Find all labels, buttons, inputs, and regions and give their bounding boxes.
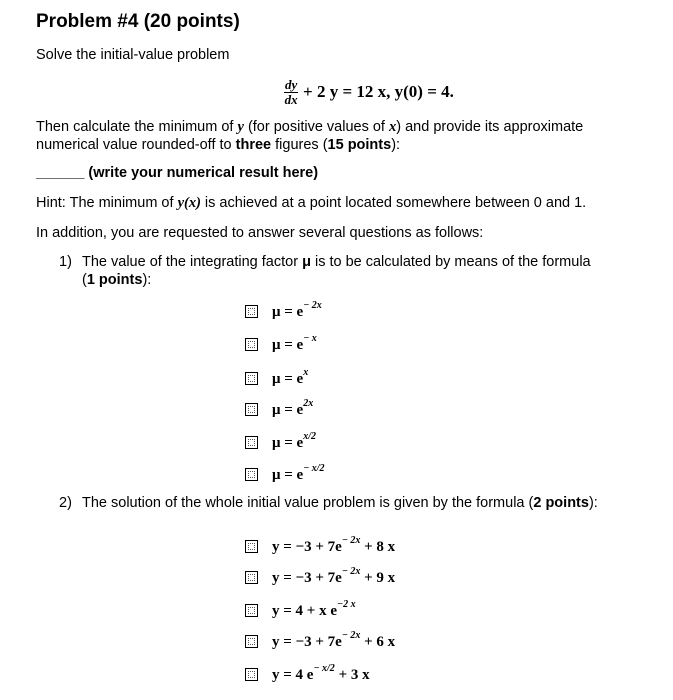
option-formula: $\mu = e^x$	[272, 367, 309, 387]
derivative-fraction	[284, 78, 298, 107]
hint-part: is achieved at a point located somewhere between 0 and 1.	[200, 195, 587, 211]
checkbox[interactable]	[245, 305, 258, 318]
task-line-2	[36, 137, 400, 153]
task-text: ) and provide its approximate	[396, 119, 584, 135]
q1-text-line-2	[82, 272, 151, 288]
q1-option-1[interactable]	[245, 302, 322, 321]
answer-label: (write your numerical result here)	[88, 165, 319, 181]
q2-option-4[interactable]	[245, 632, 395, 651]
checkbox[interactable]	[245, 668, 258, 681]
q1-option-2[interactable]	[245, 335, 317, 354]
addition-text: In addition, you are requested to answer several questions as follows:	[36, 225, 484, 241]
q1-number: 1)	[59, 254, 72, 270]
fraction-numerator: dy	[285, 77, 298, 92]
task-text: numerical value rounded-off to	[36, 137, 236, 153]
task-line-1	[36, 119, 583, 136]
fraction-denominator: dx	[284, 92, 298, 107]
q2-option-2[interactable]	[245, 568, 395, 587]
q2-paren: ):	[588, 495, 598, 511]
q1-option-5[interactable]	[245, 433, 316, 452]
q1-paren: (	[82, 272, 87, 288]
option-formula: $\mu = e^{- x/2}$	[272, 463, 325, 483]
checkbox[interactable]	[245, 338, 258, 351]
hint-text	[36, 195, 586, 212]
equation-rest: + 2 y = 12 x, y(0) = 4.	[303, 81, 454, 101]
task-text: ):	[391, 137, 401, 153]
checkbox[interactable]	[245, 635, 258, 648]
q1-text: is to be calculated by means of the formula	[310, 254, 591, 270]
points-label: 15 points	[327, 137, 392, 153]
intro-text: Solve the initial-value problem	[36, 47, 230, 63]
task-text: figures (	[271, 137, 328, 153]
problem-title: Problem #4 (20 points)	[36, 11, 240, 32]
option-formula: $y = -3 + 7e^{- 2x} + 8$ x	[272, 535, 396, 555]
option-formula: $y = -3 + 7e^{- 2x} + 6$ x	[272, 630, 396, 650]
option-formula: $\mu = e^{- x}$	[272, 333, 317, 353]
answer-line[interactable]	[36, 165, 318, 181]
q1-paren: ):	[142, 272, 152, 288]
hint-part: Hint: The minimum of	[36, 195, 178, 211]
q2-points: 2 points	[533, 495, 589, 511]
option-formula: y = 4 + x $e^{-2 x}$	[272, 599, 356, 619]
task-text: Then calculate the minimum of	[36, 119, 238, 135]
option-formula: y = 4 $e^{- x/2} + 3$ x	[272, 663, 370, 683]
q1-option-4[interactable]	[245, 400, 313, 419]
var-y: y	[237, 119, 244, 135]
checkbox[interactable]	[245, 604, 258, 617]
var-x: x	[389, 119, 397, 135]
checkbox[interactable]	[245, 468, 258, 481]
q2-text: The solution of the whole initial value problem is given by the formula (	[82, 495, 534, 511]
q1-option-3[interactable]	[245, 369, 308, 388]
option-formula: $y = -3 + 7e^{- 2x} + 9$ x	[272, 566, 396, 586]
checkbox[interactable]	[245, 571, 258, 584]
option-formula: $\mu = e^{x/2}$	[272, 431, 316, 451]
q1-points: 1 points	[86, 272, 143, 288]
checkbox[interactable]	[245, 372, 258, 385]
q1-option-6[interactable]	[245, 465, 325, 484]
main-equation	[284, 78, 454, 107]
checkbox[interactable]	[245, 436, 258, 449]
q2-option-3[interactable]	[245, 601, 356, 620]
q2-option-5[interactable]	[245, 665, 370, 684]
checkbox[interactable]	[245, 403, 258, 416]
emphasis-three: three	[235, 137, 272, 153]
q1-text: The value of the integrating factor	[82, 254, 303, 270]
mu-symbol: μ	[302, 254, 311, 270]
q2-number: 2)	[59, 495, 72, 511]
var-yx: y(x)	[177, 195, 201, 211]
answer-blank[interactable]: ______	[36, 165, 85, 181]
q1-text-line-1	[82, 254, 591, 270]
checkbox[interactable]	[245, 540, 258, 553]
option-formula: $\mu = e^{- 2x}$	[272, 300, 322, 320]
task-text: (for positive values of	[243, 119, 389, 135]
q2-option-1[interactable]	[245, 537, 395, 556]
q2-text-line	[82, 495, 598, 511]
option-formula: $\mu = e^{2x}$	[272, 398, 314, 418]
